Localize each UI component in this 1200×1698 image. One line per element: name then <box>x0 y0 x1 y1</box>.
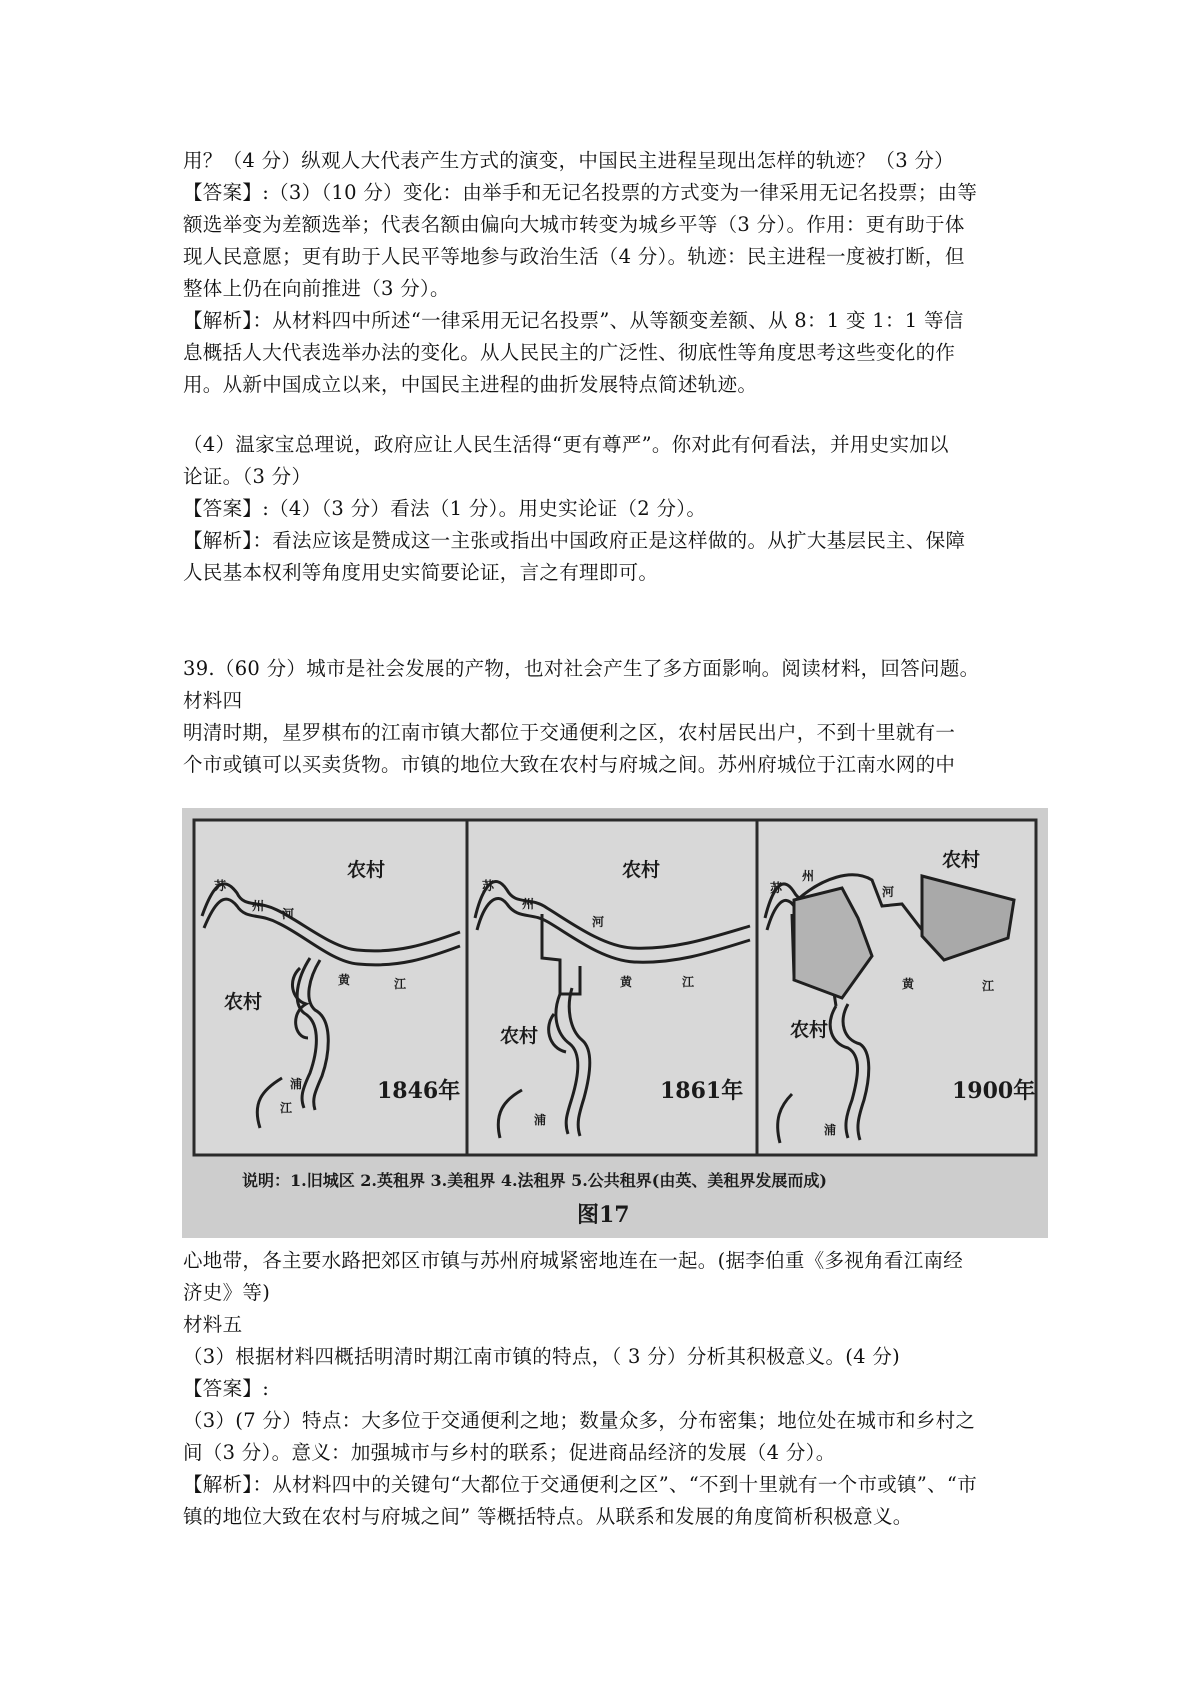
question-4-section <box>183 429 1043 589</box>
text-line: （3）根据材料四概括明清时期江南市镇的特点，（ 3 分）分析其积极意义。(4 分) <box>183 1345 901 1368</box>
answer-section-3 <box>183 145 1043 401</box>
year-label-1846: 1846年 <box>377 1078 461 1104</box>
question-39-section <box>183 653 1043 781</box>
figure-label: 图17 <box>577 1202 630 1228</box>
figure-caption: 说明：1.旧城区 2.英租界 3.美租界 4.法租界 5.公共租界(由英、美租界发展而成) <box>242 1171 827 1190</box>
text-line: 【解析】：看法应该是赞成这一主张或指出中国政府正是这样做的。从扩大基层民主、保障 <box>183 529 966 552</box>
text-line: 【解析】：从材料四中所述“一律采用无记名投票”、从等额变差额、从 8：1 变 1：1 等信 <box>183 309 964 332</box>
year-label-1861: 1861年 <box>660 1078 744 1104</box>
text-line: 间（3 分）。意义：加强城市与乡村的联系；促进商品经济的发展（4 分）。 <box>183 1441 836 1464</box>
map-label: 农村 <box>622 859 661 881</box>
text-line: （4）温家宝总理说，政府应让人民生活得“更有尊严”。你对此有何看法，并用史实加以 <box>183 433 949 456</box>
map-label: 农村 <box>224 991 263 1013</box>
text-line: 论证。（3 分） <box>183 465 312 488</box>
map-label: 农村 <box>347 859 386 881</box>
text-line: 人民基本权利等角度用史实简要论证，言之有理即可。 <box>183 561 659 584</box>
map-label: 苏 <box>770 881 783 895</box>
map-label: 河 <box>882 885 895 899</box>
map-label: 河 <box>282 907 295 921</box>
map-label: 黄 <box>620 975 633 989</box>
text-line: 用。从新中国成立以来，中国民主进程的曲折发展特点简述轨迹。 <box>183 373 758 396</box>
map-label: 州 <box>802 869 815 883</box>
map-label: 河 <box>592 915 605 929</box>
text-line: 明清时期，星罗棋布的江南市镇大都位于交通便利之区，农村居民出户，不到十里就有一 <box>183 721 956 744</box>
text-line: 现人民意愿；更有助于人民平等地参与政治生活（4 分）。轨迹：民主进程一度被打断，但 <box>183 245 965 268</box>
text-line: 个市或镇可以买卖货物。市镇的地位大致在农村与府城之间。苏州府城位于江南水网的中 <box>183 753 956 776</box>
text-line: 心地带，各主要水路把郊区市镇与苏州府城紧密地连在一起。(据李伯重《多视角看江南经 <box>183 1249 964 1272</box>
text-line: 济史》等) <box>183 1281 271 1304</box>
text-line: 材料五 <box>183 1313 243 1336</box>
text-line: 39.（60 分）城市是社会发展的产物，也对社会产生了多方面影响。阅读材料，回答问题。 <box>183 657 980 680</box>
text-line: （3）(7 分）特点：大多位于交通便利之地；数量众多，分布密集；地位处在城市和乡村之 <box>183 1409 976 1432</box>
map-label: 苏 <box>482 879 495 893</box>
map-label: 农村 <box>942 849 981 871</box>
map-label: 苏 <box>214 879 227 893</box>
map-label: 浦 <box>290 1077 303 1091</box>
map-label: 农村 <box>500 1025 539 1047</box>
map-label: 州 <box>252 899 265 913</box>
shanghai-concession-figure <box>182 808 1048 1238</box>
text-line: 【答案】:（3）（10 分）变化：由举手和无记名投票的方式变为一律采用无记名投票；由等 <box>183 181 978 204</box>
map-label: 黄 <box>902 977 915 991</box>
map-label: 州 <box>522 897 535 911</box>
map-label: 江 <box>394 977 407 991</box>
text-line: 材料四 <box>183 689 243 712</box>
text-line: 镇的地位大致在农村与府城之间” 等概括特点。从联系和发展的角度简析积极意义。 <box>183 1505 913 1528</box>
figure-svg <box>182 808 1048 1238</box>
text-line: 整体上仍在向前推进（3 分）。 <box>183 277 450 300</box>
map-label: 黄 <box>338 973 351 987</box>
map-label: 江 <box>982 979 995 993</box>
text-line: 【解析】：从材料四中的关键句“大都位于交通便利之区”、“不到十里就有一个市或镇”、“市 <box>183 1473 977 1496</box>
text-line: 息概括人大代表选举办法的变化。从人民民主的广泛性、彻底性等角度思考这些变化的作 <box>183 341 956 364</box>
map-label: 江 <box>280 1101 293 1115</box>
text-line: 【答案】: <box>183 1377 270 1400</box>
text-line: 额选举变为差额选举；代表名额由偏向大城市转变为城乡平等（3 分）。作用：更有助于体 <box>183 213 965 236</box>
text-line: 用？（4 分）纵观人大代表产生方式的演变，中国民主进程呈现出怎样的轨迹？（3 分） <box>183 149 955 172</box>
map-label: 浦 <box>824 1123 837 1137</box>
map-label: 浦 <box>534 1113 547 1127</box>
text-line: 【答案】:（4）（3 分）看法（1 分）。用史实论证（2 分）。 <box>183 497 707 520</box>
year-label-1900: 1900年 <box>952 1078 1036 1104</box>
material-continuation-section <box>183 1245 1043 1533</box>
map-label: 江 <box>682 975 695 989</box>
map-label: 农村 <box>790 1019 829 1041</box>
